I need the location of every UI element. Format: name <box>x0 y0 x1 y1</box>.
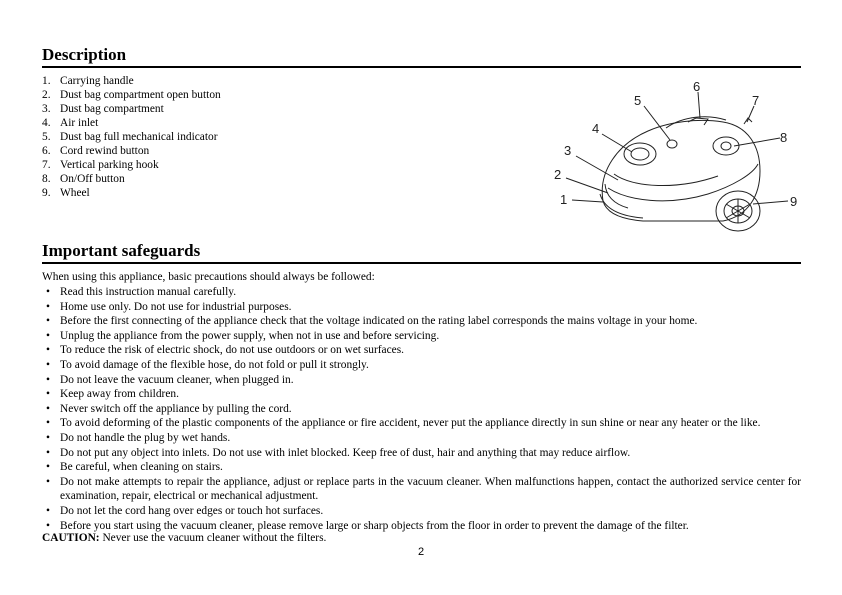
list-item: • Before you start using the vacuum cleaner, please remove large or sharp objects from the floor in order to prevent the damage of the filter. <box>42 519 801 534</box>
list-item: • To reduce the risk of electric shock, do not use outdoors or on wet surfaces. <box>42 343 801 358</box>
callout-8: 8 <box>780 130 788 145</box>
bullet-icon: • <box>46 519 50 532</box>
bullet-icon: • <box>46 286 50 298</box>
bullet-icon: • <box>46 417 50 430</box>
callout-7: 7 <box>752 93 760 108</box>
caution-note <box>42 531 326 545</box>
bullet-icon: • <box>46 300 50 313</box>
list-item: 4. Air inlet <box>42 117 99 129</box>
bullet-icon: • <box>46 431 50 444</box>
list-item: • Do not handle the plug by wet hands. <box>42 431 801 446</box>
bullet-icon: • <box>46 461 50 474</box>
safeguards-intro: When using this appliance, basic precautions should always be followed: <box>42 271 375 283</box>
bullet-icon: • <box>46 475 50 488</box>
page-number: 2 <box>417 546 425 558</box>
list-item: • Do not put any object into inlets. Do not use with inlet blocked. Keep free of dust, hair and anything that may reduce airflow. <box>42 446 801 461</box>
list-item: • Keep away from children. <box>42 387 801 402</box>
list-item: • To avoid deforming of the plastic components of the appliance or fire accident, never put the appliance directly in sun shine or near any heater or the like. <box>42 416 801 431</box>
vacuum-cleaner-diagram <box>548 76 808 246</box>
bullet-icon: • <box>46 504 50 517</box>
callout-1: 1 <box>560 192 568 207</box>
list-item: • Read this instruction manual carefully. <box>42 285 801 300</box>
bullet-icon: • <box>46 402 50 415</box>
bullet-icon: • <box>46 446 50 459</box>
callout-numbers <box>554 79 797 209</box>
callout-5: 5 <box>634 93 642 108</box>
bullet-icon: • <box>46 388 50 401</box>
bullet-icon: • <box>46 344 50 357</box>
caution-label: CAUTION: <box>42 532 100 544</box>
safeguards-heading: Important safeguards <box>42 241 801 264</box>
list-item: • Never switch off the appliance by pulling the cord. <box>42 402 801 417</box>
list-item: • Unplug the appliance from the power supply, when not in use and before servicing. <box>42 329 801 344</box>
parts-list <box>42 74 221 200</box>
bullet-icon: • <box>46 329 50 342</box>
callout-4: 4 <box>592 121 600 136</box>
safeguards-list <box>42 285 801 533</box>
list-item: 7. Vertical parking hook <box>42 159 159 171</box>
bullet-icon: • <box>46 373 50 386</box>
bullet-icon: • <box>46 358 50 371</box>
list-item: • Before the first connecting of the appliance check that the voltage indicated on the rating label corresponds the mains voltage in your home. <box>42 314 801 329</box>
callout-leaders <box>566 92 788 204</box>
list-item: 3. Dust bag compartment <box>42 103 164 115</box>
list-item: • Do not let the cord hang over edges or touch hot surfaces. <box>42 504 801 519</box>
description-heading: Description <box>42 45 801 68</box>
list-item: • To avoid damage of the flexible hose, do not fold or pull it strongly. <box>42 358 801 373</box>
bullet-icon: • <box>46 315 50 328</box>
callout-3: 3 <box>564 143 572 158</box>
callout-2: 2 <box>554 167 562 182</box>
callout-9: 9 <box>790 194 798 209</box>
list-item: 2. Dust bag compartment open button <box>42 89 221 101</box>
callout-6: 6 <box>693 79 701 94</box>
list-item: • Home use only. Do not use for industrial purposes. <box>42 300 801 315</box>
list-item: 6. Cord rewind button <box>42 145 150 157</box>
list-item: • Do not leave the vacuum cleaner, when plugged in. <box>42 373 801 388</box>
list-item: 8. On/Off button <box>42 173 125 185</box>
list-item: 1. Carrying handle <box>42 75 134 87</box>
vacuum-body-drawing <box>600 117 760 231</box>
list-item: 5. Dust bag full mechanical indicator <box>42 131 218 143</box>
caution-text: Never use the vacuum cleaner without the filters. <box>99 532 327 544</box>
list-item: • Do not make attempts to repair the appliance, adjust or replace parts in the vacuum cleaner. When malfunctions happen, contact the authorized service center for examination, repair, electrical or mechanical adjustment. <box>42 475 801 504</box>
list-item: 9. Wheel <box>42 187 90 199</box>
list-item: • Be careful, when cleaning on stairs. <box>42 460 801 475</box>
